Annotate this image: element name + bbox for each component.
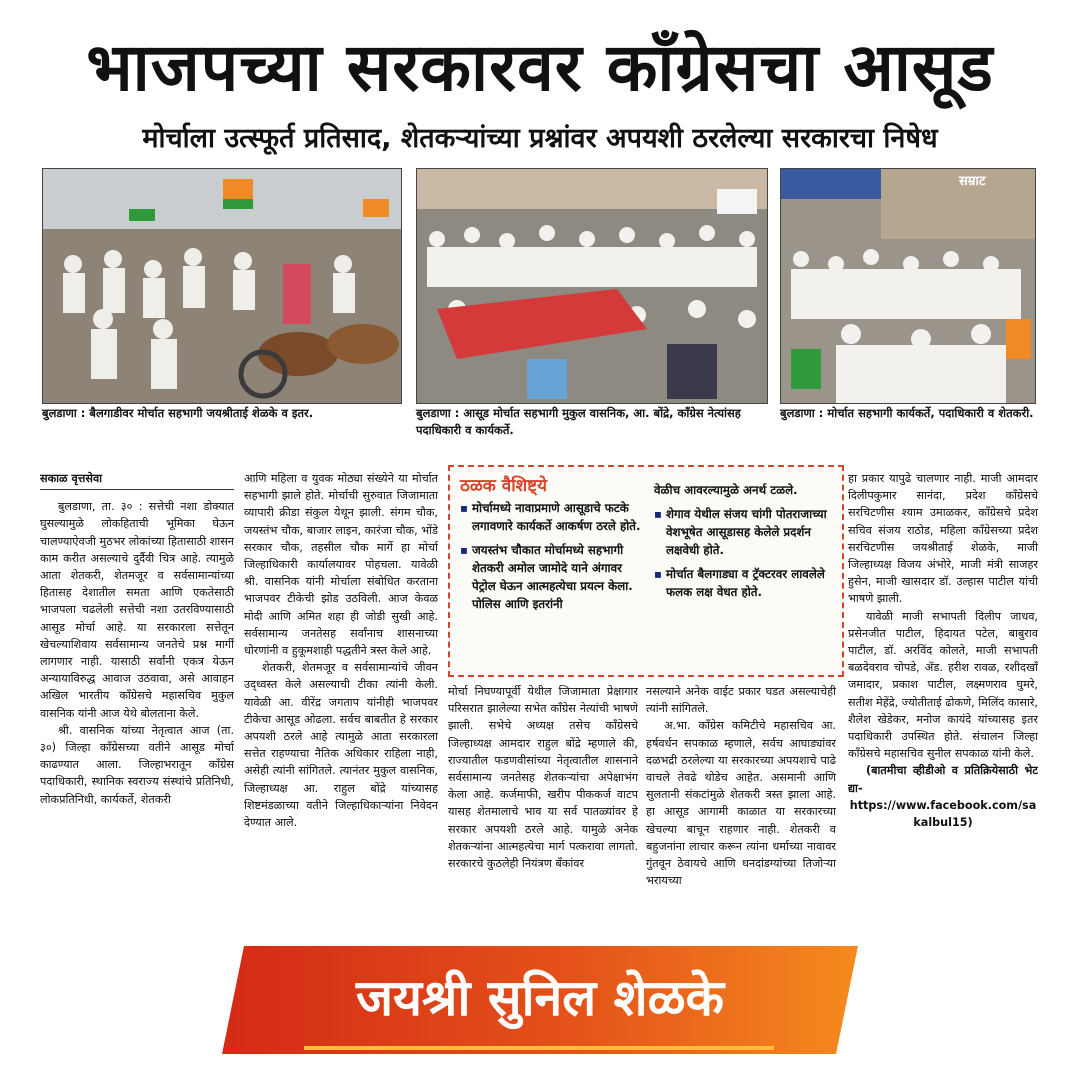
- highlights-box: [448, 465, 844, 677]
- highlight-continuation: वेळीच आवरल्यामुळे अनर्थ टळले.: [654, 483, 798, 497]
- photo-caption-3: बुलडाणा : मोर्चात सहभागी कार्यकर्ते, पदाधिकारी व शेतकरी.: [780, 406, 1034, 420]
- article-paragraph: आणि महिला व युवक मोठ्या संख्येने या मोर्चात सहभागी झाले होते. मोर्चाची सुरुवात जिजामाता व्यापारी क्रीडा संकुल येथून झाली. संगम चौक, जयस्तंभ चौक, बाजार लाइन, कारंजा चौक, भोंडे सरकार चौक, तहसील चौक मार्गे हा मोर्चा जिल्हाधिकारी कार्यालयावर पोहचला. यावेळी श्री. वासनिक यांनी मोर्चाला संबोधित करताना भाजपवर टीकेची झोड उठविली. आज केवळ मोदी आणि अमित शहा ही जोडी सुखी आहे. सर्वसामान्य जनतेसह सर्वांनाच शासनाच्या धोरणांनी व हुकूमशाही पद्धतीने त्रस्त केले आहे.: [244, 472, 438, 658]
- article-column-4: [646, 683, 836, 941]
- article-column-1: [40, 470, 234, 940]
- article-paragraph: मोर्चा निघण्यापूर्वी येथील जिजामाता प्रेक्षागार परिसरात झालेल्या सभेत काँग्रेस नेत्यांची भाषणे झाली. सभेचे अध्यक्ष तसेच काँग्रेसचे जिल्हाध्यक्ष आमदार राहुल बोंद्रे म्हणाले की, राज्यातील फडणवीसांच्या नेतृत्वातील शासनाने सर्वसामान्य जनतेसह शेतकऱ्यांचा अपेक्षाभंग केला आहे. कर्जमाफी, खरीप पीककर्ज वाटप यासह शेतमालाचे भाव या सर्व पातळ्यांवर हे सरकार अपयशी ठरले आहे. यामुळे अनेक शेतकऱ्यांना आत्महत्येचा मार्ग पत्करावा लागतो. सरकारचे कुठलेही नियंत्रण बँकांवर: [448, 685, 638, 871]
- photo-caption-2: बुलडाणा : आसूड मोर्चात सहभागी मुकुल वासनिक, आ. बोंद्रे, काँग्रेस नेत्यांसह पदाधिकारी व कार्यकर्ते.: [416, 406, 741, 437]
- highlights-left: [460, 499, 642, 619]
- photo-street-march: [780, 168, 1036, 404]
- highlight-item: ▪ शेगाव येथील संजय चांगी पोतराजाच्या वेशभूषेत आसूडासह केलेले प्रदर्शन लक्षवेधी होते.: [654, 505, 834, 559]
- highlight-item: ▪ जयस्तंभ चौकात मोर्चामध्ये सहभागी शेतकरी अमोल जामोदे याने अंगावर पेट्रोल घेऊन आत्महत्येचा प्रयत्न केला. पोलिस आणि इतरांनी: [460, 541, 642, 613]
- article-column-2: [244, 470, 438, 940]
- subheadline: मोर्चाला उत्स्फूर्त प्रतिसाद, शेतकऱ्यांच्या प्रश्नांवर अपयशी ठरलेल्या सरकारचा निषेध: [142, 123, 938, 154]
- headline: भाजपच्या सरकारवर काँग्रेसचा आसूड: [86, 29, 994, 106]
- byline: सकाळ वृत्तसेवा: [40, 470, 234, 490]
- shop-sign: सम्राट: [959, 174, 986, 189]
- highlights-title: ठळक वैशिष्ट्ये: [460, 476, 547, 496]
- article-paragraph: बुलडाणा, ता. ३० : सत्तेची नशा डोक्यात घुसल्यामुळे लोकहिताची भूमिका घेऊन चालण्याऐवजी मुठभर लोकांच्या हितासाठी शासन काम करीत असल्याचे दुर्दैवी चित्र आहे. त्यामुळे आता शेतकरी, शेतमजूर व सर्वसामान्यांच्या हितासह देशातील समता आणि एकतेसाठी भाजपला चढलेली सत्तेची नशा उतरविण्यासाठी आसूड मोर्चा आहे. या सरकारला सत्तेतून खेचल्याशिवाय सर्वसामान्य जनतेचे प्रश्न मार्गी लागणार नाही. यासाठी सर्वांनी एकत्र येऊन अन्यायाविरुद्ध आवाज उठवावा, असे आवाहन अखिल भारतीय काँग्रेसचे महासचिव मुकुल वासनिक यांनी आज येथे बोलताना केले.: [40, 500, 234, 720]
- highlight-item: ▪ मोर्चात बैलगाड्या व ट्रॅक्टरवर लावलेले फलक लक्ष वेधत होते.: [654, 565, 834, 601]
- photo-crowd: [416, 168, 768, 404]
- article-column-3: [448, 683, 638, 941]
- article-paragraph: शेतकरी, शेतमजूर व सर्वसामान्यांचे जीवन उद्ध्वस्त केले असल्याची टीका त्यांनी केली. यावेळी आ. वीरेंद्र जगताप यांनीही भाजपवर टीकेचा आसूड ओढला. सर्वच बाबतीत हे सरकार अपयशी ठरले आहे त्यामुळे आता सरकारला सत्तेत राहण्याचा नैतिक अधिकार राहिला नाही, असेही त्यांनी सांगितले. त्यानंतर मुकुल वासनिक, जिल्हाध्यक्ष आ. राहुल बोंद्रे यांच्यासह शिष्टमंडळाच्या वतीने जिल्हाधिकाऱ्यांना निवेदन देण्यात आले.: [244, 661, 438, 830]
- article-paragraph: नसल्याने अनेक वाईट प्रकार घडत असल्याचेही त्यांनी सांगितले.: [646, 685, 836, 716]
- facebook-link[interactable]: https://www.facebook.com/sakalbul15): [849, 798, 1037, 830]
- article-paragraph: श्री. वासनिक यांच्या नेतृत्वात आज (ता. ३०) जिल्हा काँग्रेसच्या वतीने आसूड मोर्चा काढण्यात आला. जिल्हाभरातून काँग्रेस पदाधिकारी, स्थानिक स्वराज्य संस्थांचे प्रतिनिधी, लोकप्रतिनिधी, कार्यकर्ते, शेतकरी: [40, 723, 234, 806]
- article-column-5: [848, 470, 1038, 940]
- article-paragraph: यावेळी माजी सभापती दिलीप जाधव, प्रसेनजीत पाटील, हिदायत पटेल, बाबुराव पाटील, डॉ. अरविंद कोलते, माजी सभापती बळदेवराव चोपडे, ॲड. हरीश रावळ, रशीदखाँ जमादार, प्रकाश पाटील, लक्ष्मणराव घुमरे, सतीश मेहेंद्रे, ज्योतीताई ढोकणे, मिलिंद कासारे, शैलेश खेडेकर, मनोज कायंदे यांच्यासह इतर पदाधिकारी उपस्थित होते. संचालन जिल्हा काँग्रेसचे महासचिव सुनील सपकाळ यांनी केले.: [848, 609, 1038, 761]
- highlights-right: [654, 481, 834, 607]
- photo-caption-1: बुलडाणा : बैलगाडीवर मोर्चात सहभागी जयश्रीताई शेळके व इतर.: [42, 406, 314, 420]
- article-paragraph: अ.भा. काँग्रेस कमिटीचे महासचिव आ. हर्षवर्धन सपकाळ म्हणाले, सर्वच आघाड्यांवर दळभद्री ठरलेल्या या सरकारच्या अपयशाचे पाढे वाचले तेवढे थोडेच आहेत. असमानी आणि सुलतानी संकटांमुळे शेतकरी त्रस्त झाला आहे. हा आसूड आगामी काळात या सरकारच्या खेचल्या बाचून राहणार नाही. शेतकरी व बहुजनांना लाचार करून त्यांना धर्माच्या नावावर गुंतवून ठेवायचे आणि धनदांडग्यांच्या तिजोऱ्या भरायच्या: [646, 719, 836, 888]
- article-paragraph: हा प्रकार यापुढे चालणार नाही. माजी आमदार दिलीपकुमार सानंदा, प्रदेश काँग्रेसचे सरचिटणीस श्याम उमाळकर, काँग्रेसचे प्रदेश सचिव संजय राठोड, महिला काँग्रेसच्या प्रदेश सरचिटणीस जयश्रीताई शेळके, माजी जिल्हाध्यक्ष विजय अंभोरे, माजी मंत्री साजहर हुसेन, माजी खासदार डॉ. उल्हास पाटील यांची भाषणे झाली.: [848, 472, 1038, 606]
- highlight-item: ▪ मोर्चामध्ये नावाप्रमाणे आसूडाचे फटके लगावणारे कार्यकर्ते आकर्षण ठरले होते.: [460, 499, 642, 535]
- banner-name: जयश्री सुनिल शेळके: [355, 969, 725, 1027]
- link-note: (बातमीचा व्हीडीओ व प्रतिक्रियेसाठी भेट द्या-: [848, 764, 1038, 795]
- photo-bullock-cart: [42, 168, 402, 404]
